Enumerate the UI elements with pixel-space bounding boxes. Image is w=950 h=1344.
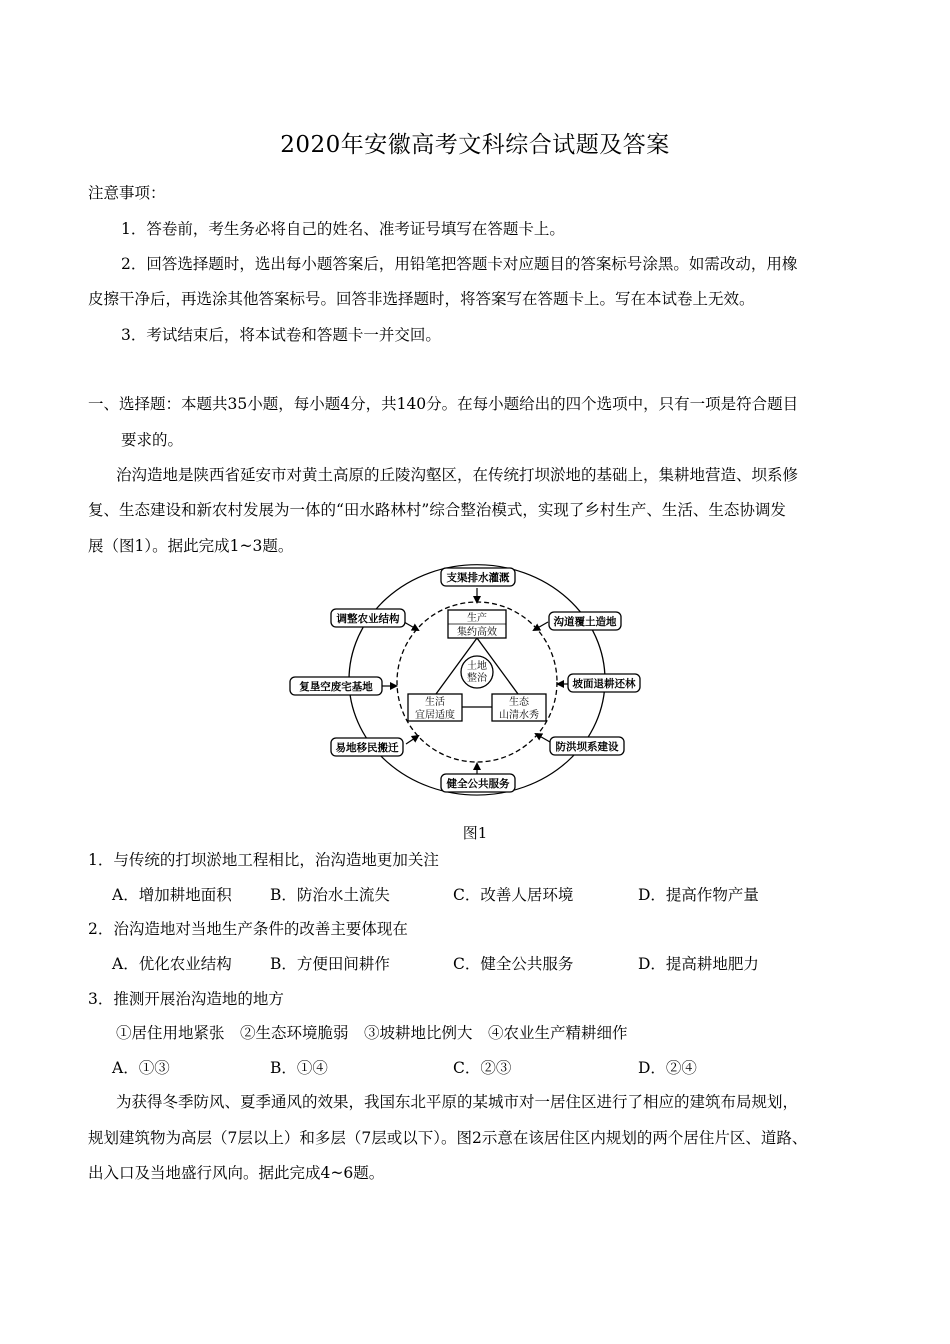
outer-label-lower-right-text: 防洪坝系建设 (555, 741, 619, 753)
question-3-option-c: C．②③ (453, 1059, 512, 1077)
notice-item-3: 3．考试结束后，将本试卷和答题卡一并交回。 (121, 326, 441, 344)
passage-1-line-1: 治沟造地是陕西省延安市对黄土高原的丘陵沟壑区，在传统打坝淤地的基础上，集耕地营造、坝系修 (116, 466, 799, 484)
question-1-option-b: B．防治水土流失 (270, 886, 390, 904)
outer-label-right-text: 坡面退耕还林 (572, 678, 636, 690)
question-2-option-c: C．健全公共服务 (453, 955, 574, 973)
outer-label-left (290, 677, 382, 695)
question-1-stem: 1．与传统的打坝淤地工程相比，治沟造地更加关注 (88, 851, 439, 869)
question-3-statements: ①居住用地紧张 ②生态环境脆弱 ③坡耕地比例大 ④农业生产精耕细作 (116, 1024, 628, 1042)
section-1-heading-cont: 要求的。 (121, 431, 184, 449)
passage-2-line-2: 规划建筑物为高层（7层以上）和多层（7层或以下）。图2示意在该居住区内规划的两个居住片区、道路、 (88, 1129, 808, 1147)
box-living-line-2: 宜居适度 (415, 710, 455, 721)
question-3-option-b: B．①④ (270, 1059, 328, 1077)
box-production-line-1: 生产 (467, 613, 487, 624)
outer-label-bottom-text: 健全公共服务 (446, 778, 510, 790)
notice-item-2-line-1: 2．回答选择题时，选出每小题答案后，用铅笔把答题卡对应题目的答案标号涂黑。如需改动，用橡 (121, 255, 798, 273)
notice-heading: 注意事项： (88, 184, 166, 202)
question-1-option-c: C．改善人居环境 (453, 886, 574, 904)
question-2-option-d: D．提高耕地肥力 (638, 955, 759, 973)
outer-label-left-text: 复垦空废宅基地 (299, 681, 373, 693)
question-1-option-a: A．增加耕地面积 (112, 886, 232, 904)
outer-label-bottom (441, 774, 515, 792)
center-line-1: 土地 (467, 661, 487, 672)
box-living (408, 694, 462, 721)
outer-label-lower-left-text: 易地移民搬迁 (335, 742, 399, 754)
outer-label-top-text: 支渠排水灌溉 (446, 572, 510, 584)
box-living-line-1: 生活 (425, 697, 445, 708)
outer-label-top (441, 568, 515, 586)
page-title: 2020年安徽高考文科综合试题及答案 (280, 132, 670, 158)
figure-1-diagram (286, 562, 646, 798)
outer-label-upper-right (549, 612, 621, 630)
question-3-option-d: D．②④ (638, 1059, 697, 1077)
center-land-consolidation (461, 656, 493, 688)
notice-item-2-line-2: 皮擦干净后，再选涂其他答案标号。回答非选择题时，将答案写在答题卡上。写在本试卷上无效。 (88, 290, 755, 308)
box-production-line-2: 集约高效 (457, 627, 497, 638)
passage-1-line-2: 复、生态建设和新农村发展为一体的“田水路林村”综合整治模式，实现了乡村生产、生活、生态协调发 (88, 501, 786, 519)
figure-1-caption: 图1 (462, 824, 488, 842)
outer-label-lower-left (331, 738, 403, 756)
question-2-option-a: A．优化农业结构 (112, 955, 232, 973)
outer-label-upper-left-text: 调整农业结构 (336, 613, 400, 625)
passage-1-line-3: 展（图1）。据此完成1~3题。 (88, 537, 294, 555)
question-3-stem: 3．推测开展治沟造地的地方 (88, 990, 284, 1008)
passage-2-line-3: 出入口及当地盛行风向。据此完成4~6题。 (88, 1164, 385, 1182)
outer-label-lower-right (550, 737, 624, 755)
question-1-option-d: D．提高作物产量 (638, 886, 759, 904)
notice-item-1: 1．答卷前，考生务必将自己的姓名、准考证号填写在答题卡上。 (121, 220, 565, 238)
outer-label-upper-right-text: 沟道覆土造地 (553, 616, 617, 628)
center-line-2: 整治 (467, 673, 487, 684)
box-ecology-line-2: 山清水秀 (499, 710, 539, 721)
box-ecology (492, 694, 546, 721)
question-2-stem: 2．治沟造地对当地生产条件的改善主要体现在 (88, 920, 408, 938)
outer-label-upper-left (331, 609, 405, 627)
outer-label-right (568, 674, 640, 692)
section-1-heading: 一、选择题：本题共35小题，每小题4分，共140分。在每小题给出的四个选项中，只有一项是符合题目 (88, 395, 799, 413)
question-2-option-b: B．方便田间耕作 (270, 955, 390, 973)
question-3-option-a: A．①③ (112, 1059, 170, 1077)
box-production (448, 610, 506, 638)
box-ecology-line-1: 生态 (509, 697, 529, 708)
passage-2-line-1: 为获得冬季防风、夏季通风的效果，我国东北平原的某城市对一居住区进行了相应的建筑布局规划， (116, 1093, 799, 1111)
